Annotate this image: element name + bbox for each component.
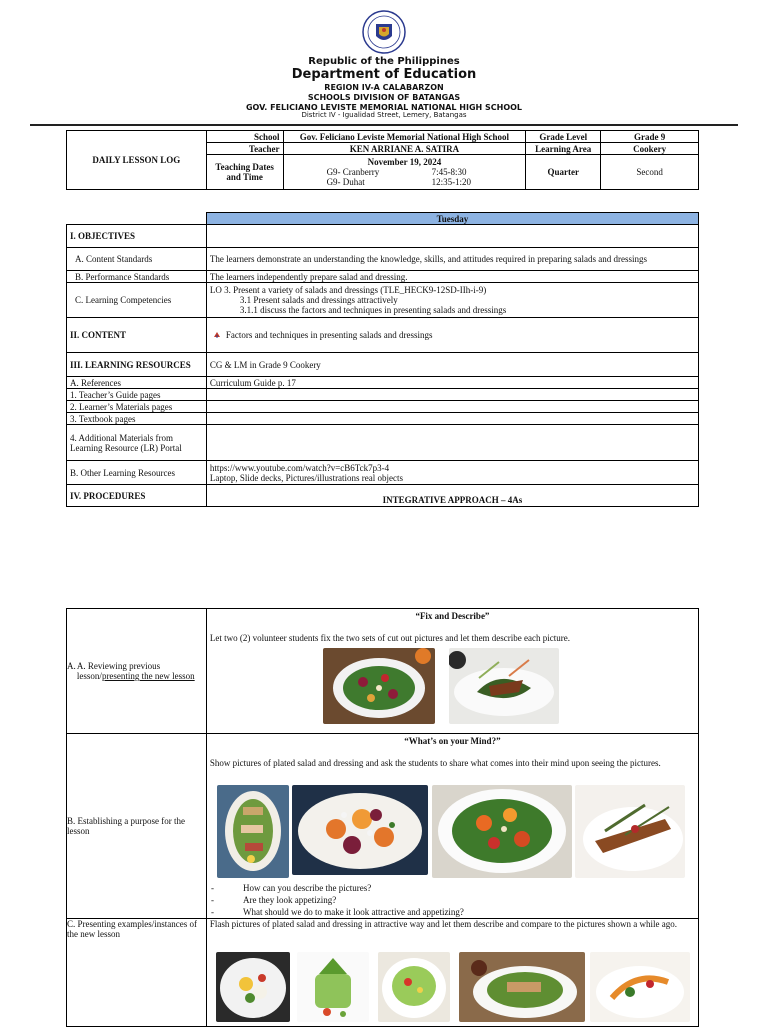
proc-b-questions: - How can you describe the pictures? - Are they look appetizing? - What should we do to make it look attractive and appetizing? (211, 883, 464, 917)
proc-b-title: “What’s on your Mind?” (404, 736, 501, 746)
area-value: Cookery (601, 143, 699, 155)
school-name-text: GOV. FELICIANO LEVISTE MEMORIAL NATIONAL HIGH SCHOOL (245, 103, 523, 112)
info-table (66, 130, 699, 190)
salad-image-10 (459, 952, 585, 1022)
salad-image-11 (590, 952, 690, 1022)
proc-c-text: Flash pictures of plated salad and dressing in attractive way and let them describe and compare to the pictures shown a while ago. (209, 919, 677, 929)
log-title: DAILY LESSON LOG (67, 131, 207, 190)
resources-text: CG & LM in Grade 9 Cookery (206, 353, 698, 377)
quarter-value: Second (601, 155, 699, 190)
teacher-value: KEN ARRIANE A. SATIRA (283, 143, 526, 155)
performance-text: The learners independently prepare salad and dressing. (206, 271, 698, 283)
proc-b-label: B. Establishing a purpose for the lesson (67, 734, 207, 919)
tb-label: 3. Textbook pages (67, 413, 207, 425)
question-1: How can you describe the pictures? (243, 883, 372, 893)
proc-a-text: Let two (2) volunteer students fix the two sets of cut out pictures and let them describe each picture. (209, 633, 571, 643)
day-header: Tuesday (206, 213, 698, 225)
tb-cell (206, 413, 698, 425)
content-text: Factors and techniques in presenting salads and dressings (225, 330, 433, 340)
division-text: SCHOOLS DIVISION OF BATANGAS (307, 93, 461, 102)
competency-1: LO 3. Present a variety of salads and dressings (TLE_HECK9-12SD-IIh-i-9) (209, 285, 487, 295)
performance-label: B. Performance Standards (67, 271, 207, 283)
dates-label: Teaching Dates and Time (206, 155, 283, 190)
other-label: B. Other Learning Resources (67, 461, 207, 485)
schedule-cell (283, 155, 526, 190)
lm-cell (206, 401, 698, 413)
competencies-label: C. Learning Competencies (67, 283, 207, 318)
other-link[interactable]: https://www.youtube.com/watch?v=cB6Tck7p3-4 (209, 462, 390, 473)
proc-a-label: A. A. Reviewing previous lesson/presenting the new lesson (67, 609, 207, 734)
region-text: REGION IV-A CALABARZON (324, 83, 444, 92)
address-text: District IV - Igualidad Street, Lemery, Batangas (301, 111, 467, 119)
school-value: Gov. Feliciano Leviste Memorial National High School (283, 131, 526, 143)
salad-image-4 (292, 785, 428, 875)
objectives-label: I. OBJECTIVES (67, 225, 207, 248)
content-label: II. CONTENT (67, 318, 207, 353)
approach-text: INTEGRATIVE APPROACH – 4As (206, 485, 698, 507)
school-label: School (206, 131, 283, 143)
competencies-cell (206, 283, 698, 318)
procedures-label: IV. PROCEDURES (67, 485, 207, 507)
content-standards-label: A. Content Standards (67, 248, 207, 271)
lm-label: 2. Learner’s Materials pages (67, 401, 207, 413)
other-cell (206, 461, 698, 485)
salad-image-1 (323, 648, 435, 724)
competency-2: 3.1 Present salads and dressings attractively (239, 295, 398, 305)
salad-image-6 (575, 785, 685, 878)
proc-c-label: C. Presenting examples/instances of the new lesson (67, 919, 207, 1027)
bullet-arrow-icon (214, 332, 220, 338)
salad-image-2 (449, 648, 559, 724)
references-label: A. References (67, 377, 207, 389)
area-label: Learning Area (526, 143, 601, 155)
resources-label: III. LEARNING RESOURCES (67, 353, 207, 377)
section-1-name: G9- Cranberry (326, 167, 380, 177)
salad-image-3 (217, 785, 289, 878)
grade-label: Grade Level (526, 131, 601, 143)
section-1-time: 7:45-8:30 (431, 167, 467, 177)
question-2: Are they look appetizing? (243, 895, 337, 905)
section-2-time: 12:35-1:20 (431, 177, 472, 187)
tg-label: 1. Teacher’s Guide pages (67, 389, 207, 401)
objectives-cell (206, 225, 698, 248)
content-cell (206, 318, 698, 353)
proc-a-title: “Fix and Describe” (415, 611, 490, 621)
department-title: Department of Education (291, 67, 477, 82)
references-text: Curriculum Guide p. 17 (206, 377, 698, 389)
salad-image-7 (216, 952, 290, 1022)
header-divider (30, 124, 738, 126)
proc-a-label-2: presenting the new lesson (101, 671, 195, 681)
question-3: What should we do to make it look attractive and appetizing? (243, 907, 464, 917)
date-text: November 19, 2024 (367, 157, 442, 167)
plan-table (66, 212, 699, 507)
salad-image-5 (432, 785, 572, 878)
quarter-label: Quarter (526, 155, 601, 190)
grade-value: Grade 9 (601, 131, 699, 143)
salad-image-9 (378, 952, 450, 1022)
section-2-name: G9- Duhat (326, 177, 365, 187)
competency-3: 3.1.1 discuss the factors and techniques in presenting salads and dressings (239, 305, 507, 315)
tg-cell (206, 389, 698, 401)
other-materials: Laptop, Slide decks, Pictures/illustrations real objects (209, 472, 404, 483)
republic-text: Republic of the Philippines (308, 56, 460, 67)
deped-seal-icon (362, 10, 406, 54)
teacher-label: Teacher (206, 143, 283, 155)
header-block (0, 83, 768, 113)
proc-a-label-1: A. Reviewing previous lesson/ (76, 661, 161, 681)
am-label: 4. Additional Materials from Learning Resource (LR) Portal (67, 425, 207, 461)
proc-b-text: Show pictures of plated salad and dressing and ask the students to share what comes into their mind upon seeing the pictures. (209, 758, 661, 768)
am-cell (206, 425, 698, 461)
salad-image-8 (297, 952, 369, 1022)
content-standards-text: The learners demonstrate an understanding the knowledge, skills, and attitudes required in preparing salads and dressings (206, 248, 698, 271)
